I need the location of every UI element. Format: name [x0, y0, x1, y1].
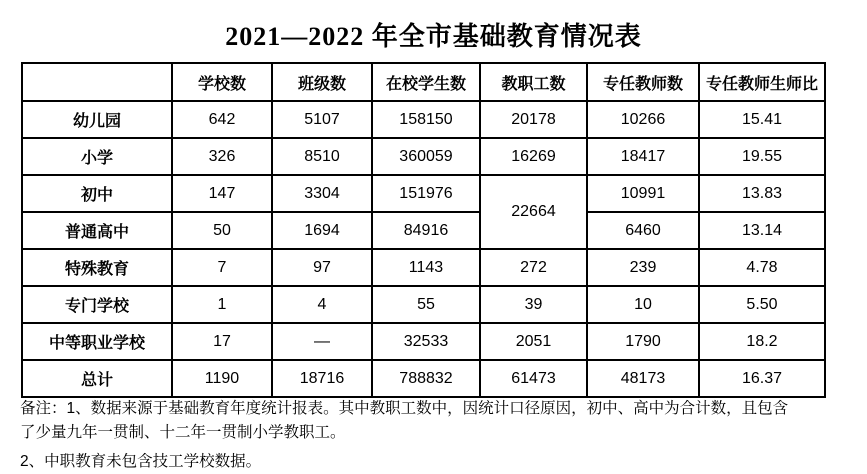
table-cell: 17	[172, 323, 272, 360]
table-cell: 151976	[372, 175, 480, 212]
table-cell: 4.78	[699, 249, 825, 286]
table-cell: 4	[272, 286, 372, 323]
table-cell: 1190	[172, 360, 272, 397]
table-cell: 18417	[587, 138, 699, 175]
table-row-junior-high	[22, 175, 825, 212]
table-cell: 158150	[372, 101, 480, 138]
table-cell: 2051	[480, 323, 587, 360]
table-cell: 1790	[587, 323, 699, 360]
table-cell: 16.37	[699, 360, 825, 397]
table-cell: 1	[172, 286, 272, 323]
table-cell: 13.14	[699, 212, 825, 249]
table-cell: 272	[480, 249, 587, 286]
table-cell: 18.2	[699, 323, 825, 360]
table-row-kindergarten	[22, 101, 825, 138]
table-row-specialized-school	[22, 286, 825, 323]
table-cell: 1143	[372, 249, 480, 286]
table-cell: 10	[587, 286, 699, 323]
row-label: 小学	[22, 138, 172, 175]
table-cell: 642	[172, 101, 272, 138]
row-label: 特殊教育	[22, 249, 172, 286]
table-cell: 7	[172, 249, 272, 286]
table-row-special-ed	[22, 249, 825, 286]
footnote-line-1: 备注：1、数据来源于基础教育年度统计报表。其中教职工数中，因统计口径原因，初中、高中为合计数，且包含	[20, 400, 789, 417]
footnote-line-2: 了少量九年一贯制、十二年一贯制小学教职工。	[20, 424, 346, 441]
table-row-vocational	[22, 323, 825, 360]
table-cell: 19.55	[699, 138, 825, 175]
table-cell: 84916	[372, 212, 480, 249]
table-cell: 788832	[372, 360, 480, 397]
col-header-schools: 学校数	[172, 63, 272, 101]
table-cell: 147	[172, 175, 272, 212]
row-label: 专门学校	[22, 286, 172, 323]
row-label: 初中	[22, 175, 172, 212]
table-cell: 61473	[480, 360, 587, 397]
col-header-students: 在校学生数	[372, 63, 480, 101]
table-cell: 360059	[372, 138, 480, 175]
table-cell: 3304	[272, 175, 372, 212]
table-cell: 32533	[372, 323, 480, 360]
table-cell: 8510	[272, 138, 372, 175]
table-cell: 48173	[587, 360, 699, 397]
col-header-classes: 班级数	[272, 63, 372, 101]
col-header-staff: 教职工数	[480, 63, 587, 101]
table-cell-merged-staff: 22664	[480, 175, 587, 249]
table-cell: 326	[172, 138, 272, 175]
footnote-line-3: 2、中职教育未包含技工学校数据。	[20, 453, 262, 470]
table-cell: 20178	[480, 101, 587, 138]
page-title: 2021—2022 年全市基础教育情况表	[225, 22, 642, 51]
table-cell: —	[272, 323, 372, 360]
education-stats-table	[21, 62, 826, 398]
table-cell: 5107	[272, 101, 372, 138]
table-cell: 55	[372, 286, 480, 323]
table-cell: 15.41	[699, 101, 825, 138]
row-label: 幼儿园	[22, 101, 172, 138]
table-cell: 6460	[587, 212, 699, 249]
table-cell: 239	[587, 249, 699, 286]
table-cell: 16269	[480, 138, 587, 175]
row-label: 普通高中	[22, 212, 172, 249]
col-header-teachers: 专任教师数	[587, 63, 699, 101]
col-header-ratio: 专任教师生师比	[699, 63, 825, 101]
table-cell: 5.50	[699, 286, 825, 323]
table-cell: 10266	[587, 101, 699, 138]
table-cell: 97	[272, 249, 372, 286]
table-header-row	[22, 63, 825, 101]
row-label: 总计	[22, 360, 172, 397]
table-row-regular-high	[22, 212, 825, 249]
table-cell: 10991	[587, 175, 699, 212]
row-label: 中等职业学校	[22, 323, 172, 360]
table-cell: 13.83	[699, 175, 825, 212]
col-header-empty	[22, 63, 172, 101]
table-row-total	[22, 360, 825, 397]
table-cell: 50	[172, 212, 272, 249]
table-row-primary	[22, 138, 825, 175]
table-cell: 39	[480, 286, 587, 323]
table-cell: 1694	[272, 212, 372, 249]
table-cell: 18716	[272, 360, 372, 397]
footnotes	[20, 397, 860, 474]
